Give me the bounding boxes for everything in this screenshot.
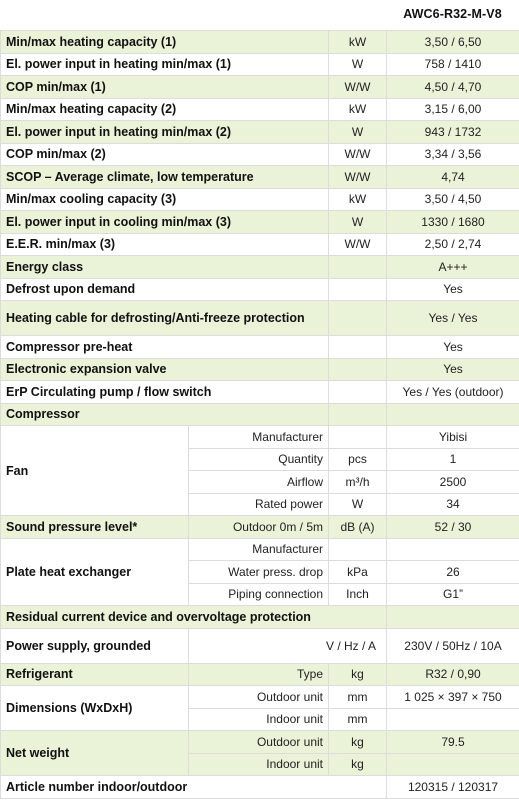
fan-sublabel: Manufacturer bbox=[189, 426, 329, 449]
spec-unit: kW bbox=[329, 31, 387, 54]
spec-table-body bbox=[1, 31, 519, 799]
weight-value bbox=[387, 753, 519, 776]
spec-label: Defrost upon demand bbox=[1, 278, 329, 301]
weight-value: 79.5 bbox=[387, 731, 519, 754]
spec-unit bbox=[329, 381, 387, 404]
spec-value: A+++ bbox=[387, 256, 519, 279]
table-row bbox=[1, 188, 519, 211]
spec-value: Yes / Yes (outdoor) bbox=[387, 381, 519, 404]
rcd-value bbox=[387, 606, 519, 629]
spec-label: E.E.R. min/max (3) bbox=[1, 233, 329, 256]
dimensions-unit: mm bbox=[329, 686, 387, 709]
table-row bbox=[1, 628, 519, 663]
spec-unit bbox=[329, 301, 387, 336]
power-sublabel: V / Hz / A bbox=[189, 628, 387, 663]
spec-label: El. power input in heating min/max (2) bbox=[1, 121, 329, 144]
sound-label: Sound pressure level* bbox=[1, 516, 189, 539]
weight-unit: kg bbox=[329, 753, 387, 776]
spec-label: ErP Circulating pump / flow switch bbox=[1, 381, 329, 404]
article-label: Article number indoor/outdoor bbox=[1, 776, 387, 799]
table-row bbox=[1, 426, 519, 449]
plate-value bbox=[387, 538, 519, 561]
spec-label: COP min/max (1) bbox=[1, 76, 329, 99]
plate-sublabel: Water press. drop bbox=[189, 561, 329, 584]
table-row bbox=[1, 663, 519, 686]
sound-unit: dB (A) bbox=[329, 516, 387, 539]
spec-value: 4,50 / 4,70 bbox=[387, 76, 519, 99]
weight-unit: kg bbox=[329, 731, 387, 754]
power-label: Power supply, grounded bbox=[1, 628, 189, 663]
weight-sublabel: Indoor unit bbox=[189, 753, 329, 776]
table-row bbox=[1, 336, 519, 359]
fan-unit: W bbox=[329, 493, 387, 516]
spec-unit: W/W bbox=[329, 166, 387, 189]
refrigerant-label: Refrigerant bbox=[1, 663, 189, 686]
spec-value bbox=[387, 403, 519, 426]
spec-label: El. power input in heating min/max (1) bbox=[1, 53, 329, 76]
dimensions-unit: mm bbox=[329, 708, 387, 731]
table-row bbox=[1, 731, 519, 754]
fan-sublabel: Quantity bbox=[189, 448, 329, 471]
spec-label: Min/max heating capacity (2) bbox=[1, 98, 329, 121]
spec-unit: W/W bbox=[329, 143, 387, 166]
spec-unit bbox=[329, 336, 387, 359]
spec-unit: kW bbox=[329, 188, 387, 211]
spec-unit bbox=[329, 278, 387, 301]
table-row bbox=[1, 776, 519, 799]
plate-label: Plate heat exchanger bbox=[1, 538, 189, 606]
table-row bbox=[1, 606, 519, 629]
table-row bbox=[1, 143, 519, 166]
spec-table bbox=[0, 30, 519, 799]
dimensions-value bbox=[387, 708, 519, 731]
table-row bbox=[1, 121, 519, 144]
model-name: AWC6-R32-M-V8 bbox=[403, 7, 502, 21]
spec-value: 3,50 / 6,50 bbox=[387, 31, 519, 54]
dimensions-sublabel: Indoor unit bbox=[189, 708, 329, 731]
spec-unit: W/W bbox=[329, 233, 387, 256]
refrigerant-sublabel: Type bbox=[189, 663, 329, 686]
sound-value: 52 / 30 bbox=[387, 516, 519, 539]
table-row bbox=[1, 278, 519, 301]
table-row bbox=[1, 686, 519, 709]
fan-unit: pcs bbox=[329, 448, 387, 471]
plate-unit: kPa bbox=[329, 561, 387, 584]
table-header bbox=[0, 0, 519, 30]
table-row bbox=[1, 403, 519, 426]
spec-label: Min/max cooling capacity (3) bbox=[1, 188, 329, 211]
spec-label: Compressor pre-heat bbox=[1, 336, 329, 359]
spec-value: Yes bbox=[387, 336, 519, 359]
table-row bbox=[1, 358, 519, 381]
table-row bbox=[1, 211, 519, 234]
rcd-label: Residual current device and overvoltage protection bbox=[1, 606, 387, 629]
spec-value: 3,15 / 6,00 bbox=[387, 98, 519, 121]
table-row bbox=[1, 538, 519, 561]
spec-unit: kW bbox=[329, 98, 387, 121]
spec-unit: W/W bbox=[329, 76, 387, 99]
weight-sublabel: Outdoor unit bbox=[189, 731, 329, 754]
plate-value: G1” bbox=[387, 583, 519, 606]
dimensions-label: Dimensions (WxDxH) bbox=[1, 686, 189, 731]
spec-unit: W bbox=[329, 53, 387, 76]
fan-label: Fan bbox=[1, 426, 189, 516]
spec-label: Heating cable for defrosting/Anti-freeze protection bbox=[1, 301, 329, 336]
plate-sublabel: Manufacturer bbox=[189, 538, 329, 561]
fan-value: 34 bbox=[387, 493, 519, 516]
spec-value: Yes bbox=[387, 358, 519, 381]
spec-value: 4,74 bbox=[387, 166, 519, 189]
power-value: 230V / 50Hz / 10A bbox=[387, 628, 519, 663]
spec-unit bbox=[329, 403, 387, 426]
plate-unit: Inch bbox=[329, 583, 387, 606]
table-row bbox=[1, 98, 519, 121]
fan-sublabel: Rated power bbox=[189, 493, 329, 516]
spec-unit: W bbox=[329, 211, 387, 234]
plate-sublabel: Piping connection bbox=[189, 583, 329, 606]
spec-label: Electronic expansion valve bbox=[1, 358, 329, 381]
spec-value: Yes bbox=[387, 278, 519, 301]
dimensions-value: 1 025 × 397 × 750 bbox=[387, 686, 519, 709]
table-row bbox=[1, 381, 519, 404]
fan-sublabel: Airflow bbox=[189, 471, 329, 494]
spec-value: 2,50 / 2,74 bbox=[387, 233, 519, 256]
table-row bbox=[1, 301, 519, 336]
spec-value: 3,34 / 3,56 bbox=[387, 143, 519, 166]
spec-value: 1330 / 1680 bbox=[387, 211, 519, 234]
spec-label: SCOP – Average climate, low temperature bbox=[1, 166, 329, 189]
table-row bbox=[1, 166, 519, 189]
spec-value: 3,50 / 4,50 bbox=[387, 188, 519, 211]
spec-value: 758 / 1410 bbox=[387, 53, 519, 76]
refrigerant-value: R32 / 0,90 bbox=[387, 663, 519, 686]
fan-value: Yibisi bbox=[387, 426, 519, 449]
refrigerant-unit: kg bbox=[329, 663, 387, 686]
fan-unit: m³/h bbox=[329, 471, 387, 494]
dimensions-sublabel: Outdoor unit bbox=[189, 686, 329, 709]
spec-unit: W bbox=[329, 121, 387, 144]
spec-label: El. power input in cooling min/max (3) bbox=[1, 211, 329, 234]
spec-label: Min/max heating capacity (1) bbox=[1, 31, 329, 54]
spec-label: Energy class bbox=[1, 256, 329, 279]
table-row bbox=[1, 233, 519, 256]
table-row bbox=[1, 76, 519, 99]
table-row bbox=[1, 53, 519, 76]
spec-label: COP min/max (2) bbox=[1, 143, 329, 166]
spec-unit bbox=[329, 256, 387, 279]
table-row bbox=[1, 31, 519, 54]
fan-value: 1 bbox=[387, 448, 519, 471]
spec-label: Compressor bbox=[1, 403, 329, 426]
table-row bbox=[1, 516, 519, 539]
spec-unit bbox=[329, 358, 387, 381]
article-value: 120315 / 120317 bbox=[387, 776, 519, 799]
table-row bbox=[1, 256, 519, 279]
sound-sublabel: Outdoor 0m / 5m bbox=[189, 516, 329, 539]
plate-unit bbox=[329, 538, 387, 561]
weight-label: Net weight bbox=[1, 731, 189, 776]
spec-value: Yes / Yes bbox=[387, 301, 519, 336]
spec-value: 943 / 1732 bbox=[387, 121, 519, 144]
plate-value: 26 bbox=[387, 561, 519, 584]
fan-unit bbox=[329, 426, 387, 449]
fan-value: 2500 bbox=[387, 471, 519, 494]
